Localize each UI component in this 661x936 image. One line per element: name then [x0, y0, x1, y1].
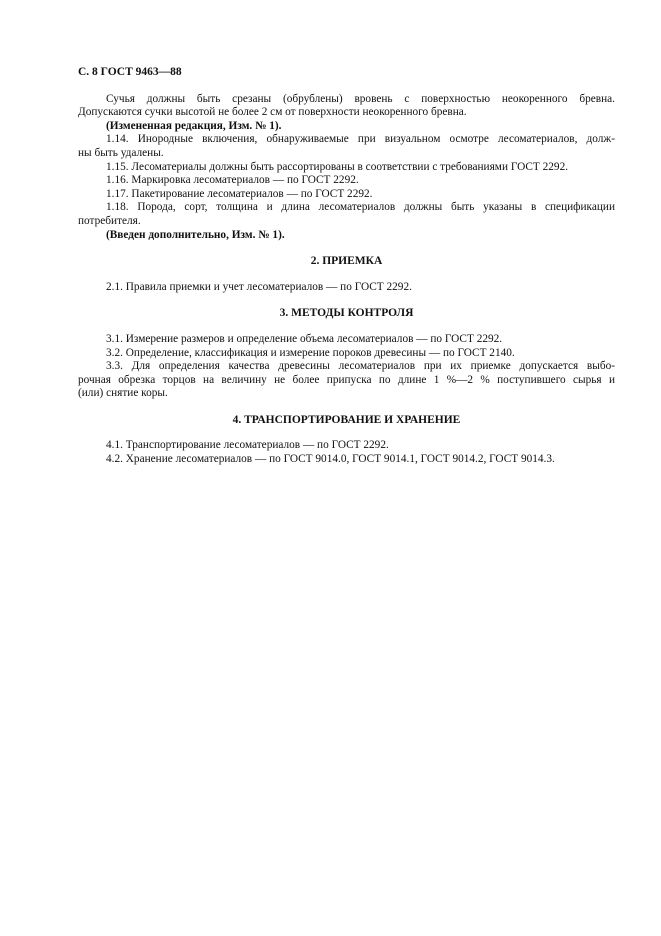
intro-line-1: Сучья должны быть срезаны (обрублены) вровень с поверхностью неокоренного бревна. [106, 92, 615, 105]
clause-3-1: 3.1. Измерение размеров и определение объема лесоматериалов — по ГОСТ 2292. [106, 332, 503, 345]
clause-1-14 [78, 133, 615, 160]
amendment-note-2: (Введен дополнительно, Изм. № 1). [106, 228, 285, 241]
clause-1-17: 1.17. Пакетирование лесоматериалов — по ГОСТ 2292. [106, 187, 373, 200]
clause-1-14-line-2: ны быть удалены. [78, 146, 164, 159]
clause-2-1: 2.1. Правила приемки и учет лесоматериалов — по ГОСТ 2292. [106, 280, 412, 293]
clause-1-14-line-1: 1.14. Инородные включения, обнаруживаемые при визуальном осмотре лесоматериалов, долж- [106, 133, 615, 146]
intro-line-2: Допускаются сучки высотой не более 2 см от поверхности неокоренного бревна. [78, 106, 467, 119]
page-header: С. 8 ГОСТ 9463—88 [78, 66, 182, 78]
clause-4-2: 4.2. Хранение лесоматериалов — по ГОСТ 9014.0, ГОСТ 9014.1, ГОСТ 9014.2, ГОСТ 9014.3. [106, 453, 555, 466]
clause-3-3-line-2: рочная обрезка торцов на величину не более припуска по длине 1 %—2 % поступившего сырья и [78, 373, 615, 386]
clause-4-1: 4.1. Транспортирование лесоматериалов — по ГОСТ 2292. [106, 439, 389, 452]
section-4-title: 4. ТРАНСПОРТИРОВАНИЕ И ХРАНЕНИЕ [232, 413, 461, 426]
clause-1-18-line-1: 1.18. Порода, сорт, толщина и длина лесоматериалов должны быть указаны в спецификации [106, 201, 615, 214]
clause-1-16: 1.16. Маркировка лесоматериалов — по ГОСТ 2292. [106, 174, 359, 187]
amendment-note-1: (Измененная редакция, Изм. № 1). [106, 119, 282, 132]
document-page [78, 66, 615, 467]
clause-3-2: 3.2. Определение, классификация и измерение пороков древесины — по ГОСТ 2140. [106, 346, 515, 359]
section-3-title: 3. МЕТОДЫ КОНТРОЛЯ [279, 307, 414, 320]
clause-1-18-line-2: потребителя. [78, 214, 141, 227]
clause-1-18 [78, 201, 615, 228]
clause-1-15: 1.15. Лесоматериалы должны быть рассортированы в соответствии с требованиями ГОСТ 2292. [106, 160, 569, 173]
clause-3-3 [78, 360, 615, 401]
clause-3-3-line-3: (или) снятие коры. [78, 387, 168, 400]
clause-3-3-line-1: 3.3. Для определения качества древесины лесоматериалов при их приемке допускается выбо- [106, 360, 615, 373]
intro-paragraph [78, 93, 615, 120]
section-2-title: 2. ПРИЕМКА [310, 255, 383, 268]
